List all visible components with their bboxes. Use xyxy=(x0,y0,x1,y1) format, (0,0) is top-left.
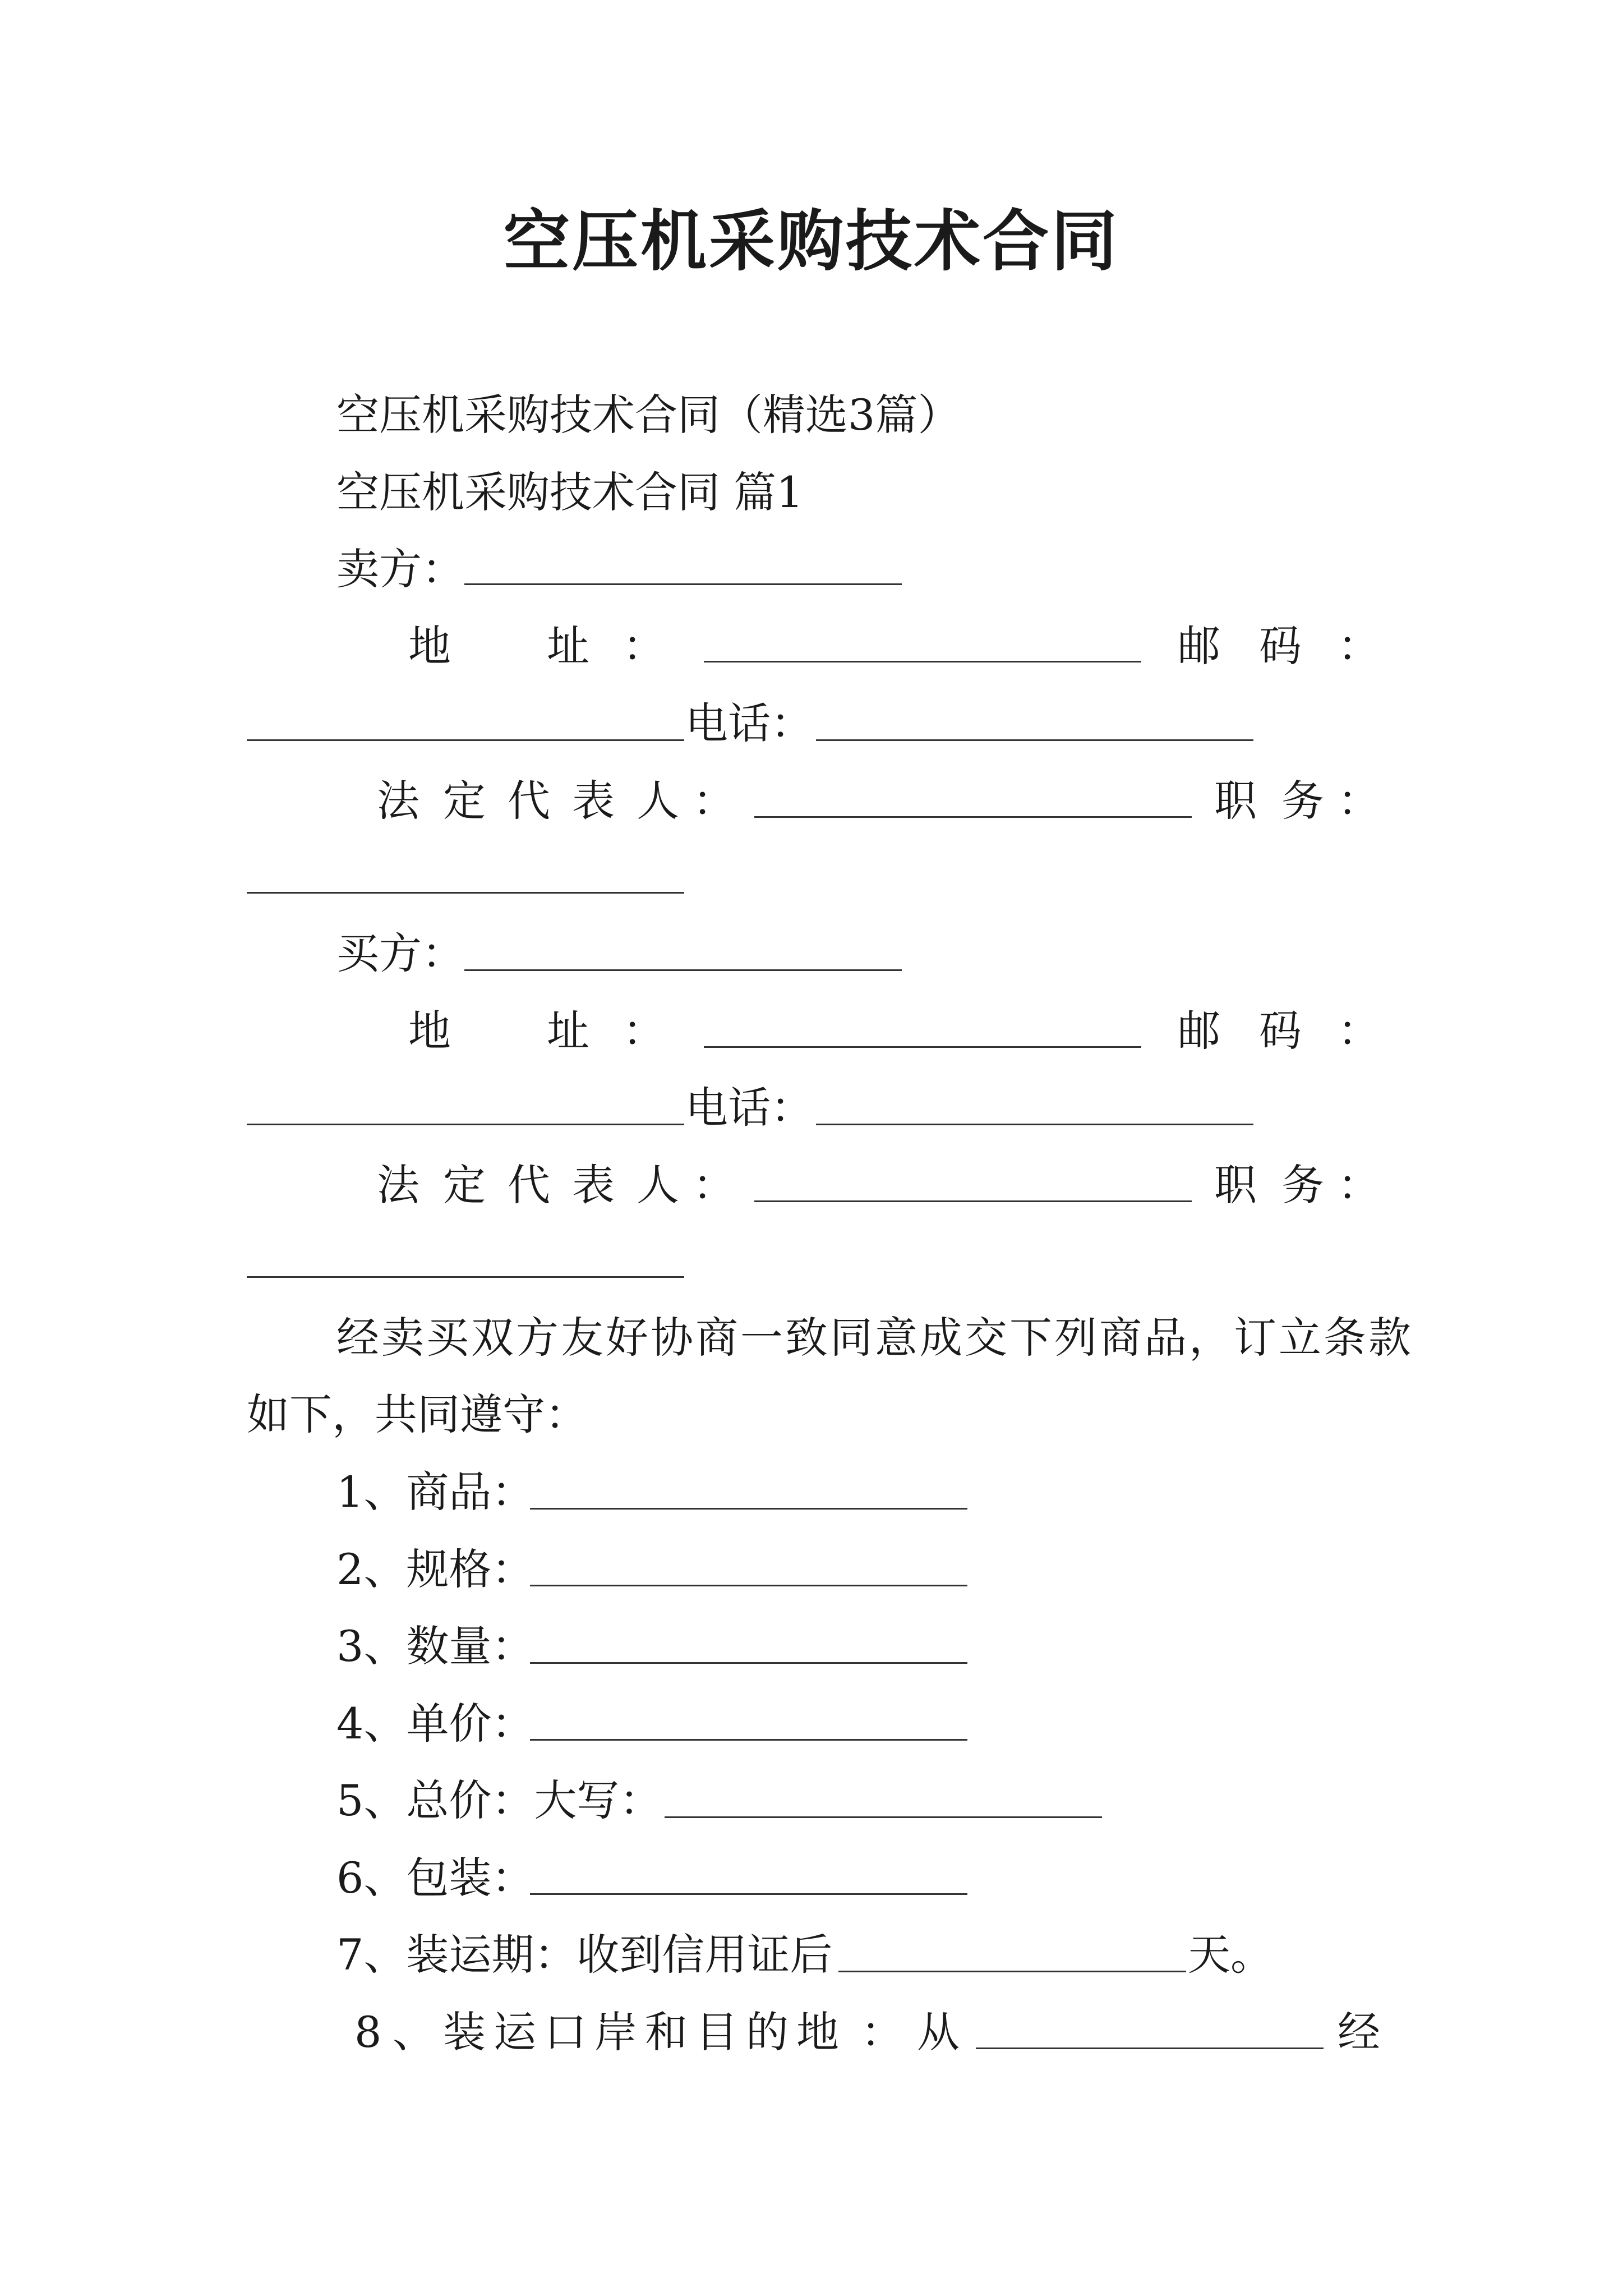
item-7-blank[interactable] xyxy=(838,1971,1186,1972)
buyer-postcode-label-2: 码 xyxy=(1259,1006,1302,1056)
buyer-position-label-1: 职 xyxy=(1214,1160,1257,1210)
seller-rep-char-2: 定 xyxy=(443,776,486,826)
seller-position-label-1: 职 xyxy=(1214,776,1257,826)
item-8-blank[interactable] xyxy=(976,2047,1324,2049)
subtitle: 空压机采购技术合同（精选3篇） xyxy=(336,390,961,440)
document-title: 空压机采购技术合同 xyxy=(503,202,1119,280)
item-3-label: 3、数量： xyxy=(336,1621,534,1671)
seller-rep-char-6: ： xyxy=(693,776,735,826)
seller-position-colon: ： xyxy=(1338,776,1380,826)
item-8-suffix: 经 xyxy=(1338,2007,1380,2057)
seller-address-label-2: 址 xyxy=(547,621,589,671)
buyer-label: 买方： xyxy=(336,928,464,978)
item-4-label: 4、单价： xyxy=(336,1699,534,1749)
buyer-address-label-2: 址 xyxy=(547,1006,589,1056)
buyer-position-label-2: 务 xyxy=(1281,1160,1324,1210)
item-4-blank[interactable] xyxy=(530,1739,967,1741)
item-8-char-3: 装 xyxy=(443,2007,486,2057)
item-2-blank[interactable] xyxy=(530,1585,967,1586)
item-8-char-5: 口 xyxy=(544,2007,587,2057)
buyer-address-colon: ： xyxy=(623,1006,665,1056)
item-8-char-4: 运 xyxy=(494,2007,536,2057)
seller-postcode-label-1: 邮 xyxy=(1178,621,1220,671)
intro-line-1: 经卖买双方友好协商一致同意成交下列商品，订立条款 xyxy=(336,1313,1413,1363)
buyer-postcode-blank[interactable] xyxy=(247,1124,684,1125)
buyer-rep-char-2: 定 xyxy=(443,1160,486,1210)
buyer-phone-label: 电话： xyxy=(685,1083,813,1133)
section-heading: 空压机采购技术合同 篇1 xyxy=(336,467,804,517)
seller-position-blank[interactable] xyxy=(247,892,684,894)
seller-phone-blank[interactable] xyxy=(816,739,1253,741)
buyer-postcode-colon: ： xyxy=(1338,1006,1380,1056)
seller-rep-char-1: 法 xyxy=(377,776,419,826)
seller-rep-char-4: 表 xyxy=(572,776,615,826)
seller-name-blank[interactable] xyxy=(464,583,902,585)
item-8-char-7: 和 xyxy=(645,2007,688,2057)
seller-phone-label: 电话： xyxy=(685,698,813,748)
item-1-blank[interactable] xyxy=(530,1508,967,1510)
item-6-label: 6、包装： xyxy=(336,1853,534,1903)
buyer-address-label-1: 地 xyxy=(408,1006,451,1056)
buyer-rep-char-4: 表 xyxy=(572,1160,615,1210)
seller-position-label-2: 务 xyxy=(1281,776,1324,826)
item-2-label: 2、规格： xyxy=(336,1544,534,1594)
seller-address-label-1: 地 xyxy=(408,621,451,671)
buyer-rep-char-6: ： xyxy=(693,1160,735,1210)
item-1-label: 1、商品： xyxy=(336,1467,534,1517)
seller-rep-blank[interactable] xyxy=(754,816,1192,818)
item-8-char-12: 从 xyxy=(917,2007,960,2057)
item-8-char-11: ： xyxy=(861,2007,903,2057)
seller-postcode-label-2: 码 xyxy=(1259,621,1302,671)
buyer-address-blank[interactable] xyxy=(704,1046,1141,1048)
item-3-blank[interactable] xyxy=(530,1662,967,1664)
item-5-label: 5、总价：大写： xyxy=(336,1775,662,1825)
item-7-prefix: 7、装运期：收到信用证后 xyxy=(336,1930,833,1980)
item-8-char-8: 目 xyxy=(695,2007,738,2057)
buyer-name-blank[interactable] xyxy=(464,969,902,971)
buyer-postcode-label-1: 邮 xyxy=(1178,1006,1220,1056)
seller-address-colon: ： xyxy=(623,621,665,671)
seller-label: 卖方： xyxy=(336,544,464,594)
buyer-phone-blank[interactable] xyxy=(816,1124,1253,1125)
buyer-rep-blank[interactable] xyxy=(754,1200,1192,1202)
item-7-suffix: 天。 xyxy=(1188,1930,1273,1980)
item-8-char-9: 的 xyxy=(746,2007,789,2057)
item-5-blank[interactable] xyxy=(665,1816,1102,1818)
seller-rep-char-3: 代 xyxy=(508,776,550,826)
item-8-char-1: 8 xyxy=(354,2007,382,2057)
item-6-blank[interactable] xyxy=(530,1893,967,1895)
buyer-position-colon: ： xyxy=(1338,1160,1380,1210)
buyer-position-blank[interactable] xyxy=(247,1276,684,1278)
seller-postcode-blank[interactable] xyxy=(247,739,684,741)
seller-rep-char-5: 人 xyxy=(637,776,679,826)
buyer-rep-char-1: 法 xyxy=(377,1160,419,1210)
buyer-rep-char-3: 代 xyxy=(508,1160,550,1210)
seller-postcode-colon: ： xyxy=(1338,621,1380,671)
item-8-char-10: 地 xyxy=(796,2007,839,2057)
seller-address-blank[interactable] xyxy=(704,661,1141,662)
buyer-rep-char-5: 人 xyxy=(637,1160,679,1210)
item-8-char-2: 、 xyxy=(393,2007,435,2057)
intro-line-2: 如下，共同遵守： xyxy=(247,1389,588,1439)
item-8-char-6: 岸 xyxy=(594,2007,637,2057)
